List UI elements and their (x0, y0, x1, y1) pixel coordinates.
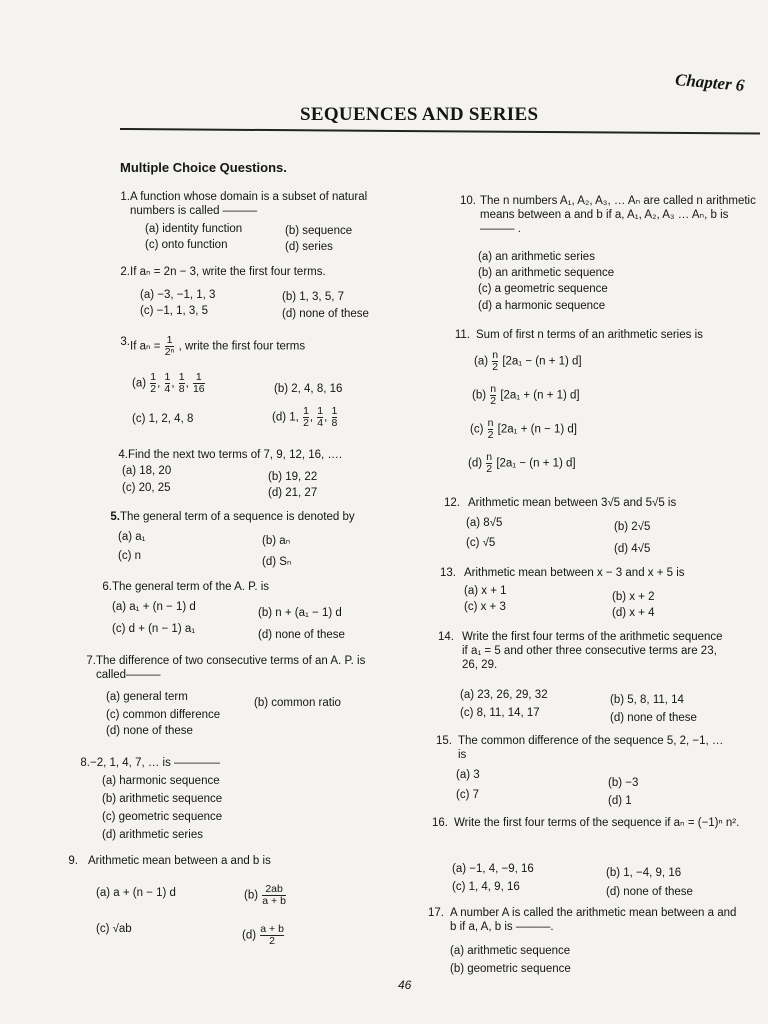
option-expression: [2a₁ − (n + 1) d] (496, 457, 576, 470)
option-c: (c) −1, 1, 3, 5 (140, 305, 209, 317)
question-text: Find the next two terms of 7, 9, 12, 16, …. (128, 449, 343, 461)
fraction-numerator: 1 (195, 371, 202, 383)
option-c: (c) d + (n − 1) a₁ (112, 623, 196, 635)
fraction (492, 350, 498, 373)
option-b: (b) 2, 4, 8, 16 (274, 383, 343, 395)
question-text: The n numbers A₁, A₂, A₃, … Aₙ are called n arithmetic means between a and b if a, A₁, A₂, A₃ … Aₙ, b is ——— . (480, 195, 756, 235)
option-expression: [2a₁ + (n + 1) d] (500, 389, 580, 402)
option-a: (a) x + 1 (464, 585, 507, 597)
option-d: (d) none of these (610, 712, 697, 724)
fraction-numerator: n (486, 451, 493, 463)
option-d: (d) a harmonic sequence (478, 300, 606, 312)
question-number: 14. (438, 631, 454, 643)
fraction-numerator: 1 (331, 405, 338, 417)
question-number: 6. (102, 581, 112, 593)
option-c: (c) common difference (106, 709, 221, 721)
option-b: (b) aₙ (262, 535, 291, 547)
fraction (486, 452, 492, 475)
option-b: (b) arithmetic sequence (102, 793, 223, 805)
option-c: (c) √ab (96, 923, 132, 935)
question-text: The general term of a sequence is denoted by (120, 511, 355, 523)
fraction-numerator: 1 (178, 371, 185, 383)
option-a: (a) $\frac{1}{2}$ , $\frac{1}{4}$ , $\frac{1}{8}$ , $\frac{1}{16}$ (132, 371, 205, 395)
question-number: 17. (428, 907, 444, 919)
fraction-denominator: 2 (303, 417, 309, 429)
option-label: (b) (244, 889, 259, 902)
option-a (474, 350, 582, 373)
question-number: 10. (460, 195, 476, 207)
option-b: (b) n + (a₁ − 1) d (258, 607, 342, 619)
q3-text-post: , write the first four terms (178, 340, 306, 353)
fraction-denominator: 16 (192, 383, 205, 395)
question-number: 13. (440, 567, 456, 579)
question-text: A function whose domain is a subset of natural numbers is called ——— (130, 191, 368, 217)
option-a: (a) 18, 20 (122, 465, 172, 477)
option-d: (d) 1, $\frac{1}{2}$ , $\frac{1}{4}$ , $\frac{1}{8}$ (272, 405, 338, 429)
question-number: 11. (454, 329, 470, 341)
option-label: (a) (474, 355, 489, 368)
option-d: (d) 1 (608, 795, 632, 807)
option-c: (c) 8, 11, 14, 17 (460, 707, 540, 719)
question-number: 5. (110, 511, 120, 523)
option-c: (c) n (118, 550, 141, 562)
fraction-numerator: 2ab (265, 883, 283, 895)
fraction-denominator: 4 (317, 417, 324, 429)
option-c: (c) 7 (456, 789, 479, 801)
fraction-denominator: 2 (487, 429, 494, 441)
option-label: (c) (470, 423, 484, 436)
question-number: 9. (68, 855, 78, 867)
fraction-denominator: 8 (331, 417, 338, 429)
option-label: (a) (132, 377, 147, 390)
option-label: (b) (472, 389, 487, 402)
page-number: 46 (398, 978, 412, 992)
option-c: (c) 1, 4, 9, 16 (452, 881, 520, 893)
question-text: −2, 1, 4, 7, … is ———— (90, 757, 221, 769)
option-d (242, 924, 285, 947)
option-c: (c) a geometric sequence (478, 283, 608, 295)
fraction (303, 406, 309, 429)
question-text: Sum of first n terms of an arithmetic series is (476, 329, 703, 341)
question-text: Arithmetic mean between a and b is (88, 855, 271, 867)
option-b (244, 884, 287, 907)
fraction-denominator: 2 (150, 383, 157, 395)
fraction (179, 372, 185, 395)
question-text: Write the first four terms of the sequence if aₙ = (−1)ⁿ n². (454, 817, 740, 829)
fraction (317, 406, 323, 429)
question-number: 2. (120, 266, 130, 278)
title-rule (120, 128, 760, 134)
fraction-numerator: n (487, 417, 494, 429)
fraction-numerator: n (490, 383, 497, 395)
fraction-denominator: 4 (164, 383, 171, 395)
fraction-denominator: 2 (486, 463, 493, 475)
option-b: (b) an arithmetic sequence (478, 267, 615, 279)
fraction-numerator: 1 (166, 334, 173, 346)
fraction (193, 372, 205, 395)
option-a: (a) a + (n − 1) d (96, 887, 176, 899)
question-text: The difference of two consecutive terms of an A. P. is called——— (96, 655, 366, 681)
option-a: (a) a₁ (118, 531, 146, 543)
option-b: (b) 1, −4, 9, 16 (606, 867, 682, 879)
option-b: (b) 1, 3, 5, 7 (282, 291, 345, 303)
option-d (468, 452, 576, 475)
option-a: (a) −3, −1, 1, 3 (140, 289, 216, 301)
option-a: (a) identity function (145, 223, 243, 235)
option-a: (a) general term (106, 691, 188, 703)
option-d: (d) none of these (106, 725, 193, 737)
question-number: 15. (436, 735, 452, 747)
option-d: (d) none of these (282, 308, 369, 320)
fraction-numerator: a + b (260, 923, 284, 935)
fraction (488, 418, 494, 441)
option-d: (d) none of these (606, 886, 693, 898)
fraction (260, 924, 284, 947)
option-c: (c) onto function (145, 239, 228, 251)
option-a: (a) arithmetic sequence (450, 945, 571, 957)
option-c (470, 418, 577, 441)
question-number: 3. (120, 336, 130, 348)
option-b: (b) geometric sequence (450, 963, 571, 975)
fraction-numerator: 1 (150, 371, 157, 383)
option-d: (d) Sₙ (262, 556, 292, 568)
fraction-numerator: 1 (317, 405, 324, 417)
fraction-numerator: n (492, 349, 499, 361)
option-a: (a) 3 (456, 769, 480, 781)
fraction (332, 406, 338, 429)
chapter-label: Chapter 6 (674, 70, 746, 95)
question-text (130, 335, 400, 358)
option-b: (b) sequence (285, 225, 353, 237)
question-text: Write the first four terms of the arithmetic sequence if a₁ = 5 and other three consecutive terms are 23, 26, 29. (462, 631, 723, 671)
option-expression: [2a₁ + (n − 1) d] (497, 423, 577, 436)
fraction-denominator: 2 (490, 395, 497, 407)
fraction (165, 372, 171, 395)
question-text: Arithmetic mean between 3√5 and 5√5 is (468, 497, 677, 509)
option-b: (b) 19, 22 (268, 471, 318, 483)
question-number: 4. (118, 449, 128, 461)
question-number: 12. (444, 497, 460, 509)
page-title: SEQUENCES AND SERIES (300, 104, 539, 125)
option-d: (d) x + 4 (612, 607, 655, 619)
option-a: (a) an arithmetic series (478, 251, 595, 263)
option-c: (c) geometric sequence (102, 811, 223, 823)
option-a: (a) 23, 26, 29, 32 (460, 689, 548, 701)
question-number: 7. (86, 655, 96, 667)
fraction (490, 384, 496, 407)
option-d: (d) none of these (258, 629, 345, 641)
option-label: (d) (468, 457, 483, 470)
question-text: The general term of the A. P. is (112, 581, 270, 593)
fraction-denominator: a + b (262, 895, 286, 907)
q3-text-pre: If aₙ = (130, 340, 161, 353)
option-c: (c) √5 (466, 537, 496, 549)
question-number: 16. (432, 817, 448, 829)
fraction-numerator: 1 (164, 371, 171, 383)
option-lead: 1, (289, 411, 299, 424)
option-b: (b) common ratio (254, 697, 341, 709)
fraction-denominator: 8 (178, 383, 185, 395)
option-c: (c) 20, 25 (122, 482, 171, 494)
option-b: (b) x + 2 (612, 591, 655, 603)
fraction-denominator: 2ⁿ (164, 346, 175, 358)
option-c: (c) x + 3 (464, 601, 506, 613)
option-c: (c) 1, 2, 4, 8 (132, 413, 194, 425)
option-a: (a) a₁ + (n − 1) d (112, 601, 196, 613)
option-label: (d) (272, 411, 287, 424)
question-number: 1. (120, 191, 130, 203)
option-a: (a) −1, 4, −9, 16 (452, 863, 534, 875)
option-a: (a) harmonic sequence (102, 775, 220, 787)
question-text: If aₙ = 2n − 3, write the first four terms. (130, 266, 326, 278)
fraction-denominator: 2 (492, 361, 499, 373)
q3-fraction (165, 335, 175, 358)
option-a: (a) 8√5 (466, 517, 503, 529)
option-b: (b) −3 (608, 777, 639, 789)
option-label: (d) (242, 929, 257, 942)
fraction (262, 884, 286, 907)
option-d: (d) series (285, 241, 333, 253)
question-text: A number A is called the arithmetic mean between a and b if a, A, b is ———. (450, 907, 737, 933)
option-d: (d) arithmetic series (102, 829, 203, 841)
fraction (150, 372, 156, 395)
fraction-denominator: 2 (260, 935, 284, 947)
option-b: (b) 5, 8, 11, 14 (610, 694, 684, 706)
option-d: (d) 21, 27 (268, 487, 318, 499)
fraction-numerator: 1 (303, 405, 309, 417)
section-heading: Multiple Choice Questions. (120, 160, 287, 175)
option-b: (b) 2√5 (614, 521, 651, 533)
question-text: The common difference of the sequence 5, 2, −1, … is (458, 735, 724, 761)
question-number: 8. (80, 757, 90, 769)
option-d: (d) 4√5 (614, 543, 651, 555)
question-text: Arithmetic mean between x − 3 and x + 5 is (464, 567, 685, 579)
option-b (472, 384, 580, 407)
option-expression: [2a₁ − (n + 1) d] (502, 355, 582, 368)
